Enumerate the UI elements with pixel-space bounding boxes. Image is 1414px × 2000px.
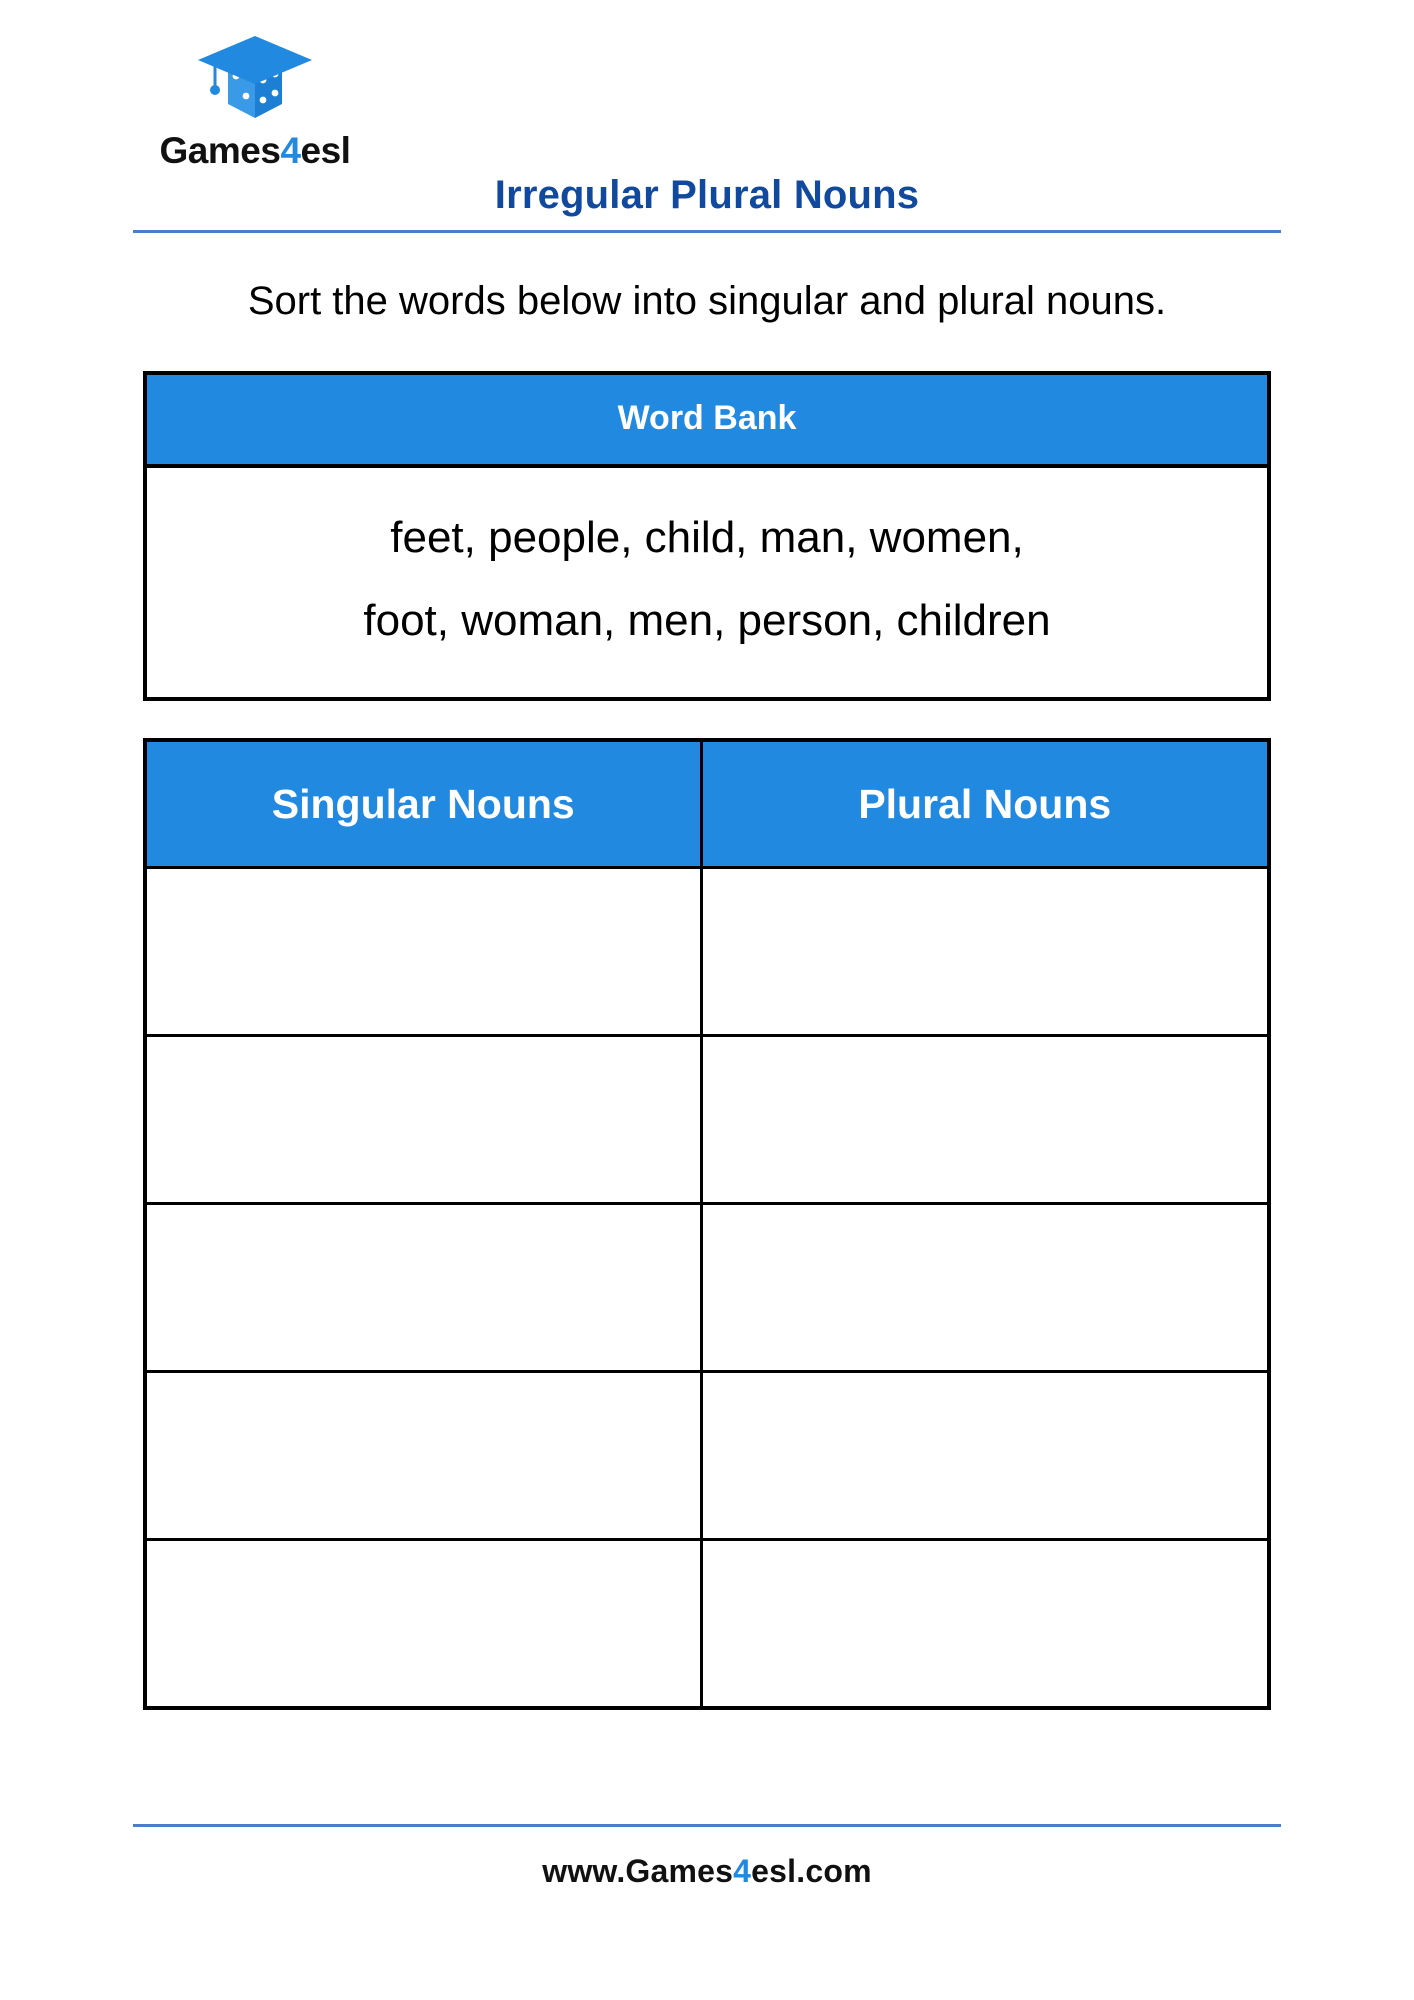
answer-cell-plural[interactable] [701,868,1269,1036]
word-bank-body [147,468,1267,697]
footer-url [0,1827,1414,1890]
table-row [145,1540,1269,1708]
answer-cell-plural[interactable] [701,1372,1269,1540]
table-row [145,1372,1269,1540]
brand-logo-text [150,132,360,169]
header-divider [133,230,1281,233]
footer-url-part2: esl.com [751,1853,872,1889]
logo-text-part1: Games [159,130,281,171]
sorting-table-head [145,740,1269,868]
answer-cell-singular[interactable] [145,868,701,1036]
page-footer [0,1824,1414,1890]
page-title: Irregular Plural Nouns [494,173,920,217]
table-row [145,1036,1269,1204]
page-header [0,0,1414,235]
footer-url-accent: 4 [733,1853,752,1889]
word-bank-heading: Word Bank [147,375,1267,468]
answer-cell-singular[interactable] [145,1204,701,1372]
table-row [145,1204,1269,1372]
table-header-row [145,740,1269,868]
answer-cell-plural[interactable] [701,1036,1269,1204]
brand-logo [150,28,360,169]
answer-cell-plural[interactable] [701,1540,1269,1708]
sorting-table-body [145,868,1269,1708]
answer-cell-singular[interactable] [145,1372,701,1540]
answer-cell-plural[interactable] [701,1204,1269,1372]
table-row [145,868,1269,1036]
answer-cell-singular[interactable] [145,1540,701,1708]
answer-cell-singular[interactable] [145,1036,701,1204]
word-bank-line-2: foot, woman, men, person, children [363,596,1051,646]
word-bank [143,371,1271,701]
logo-text-accent: 4 [280,130,301,171]
column-header-plural: Plural Nouns [701,740,1269,868]
footer-url-part1: www.Games [542,1853,734,1889]
column-header-singular: Singular Nouns [145,740,701,868]
graduation-cap-dice-icon [190,28,320,128]
logo-text-part2: esl [300,130,351,171]
instructions-text: Sort the words below into singular and plural nouns. [247,279,1167,323]
word-bank-line-1: feet, people, child, man, women, [390,512,1024,562]
sorting-table [143,738,1271,1710]
